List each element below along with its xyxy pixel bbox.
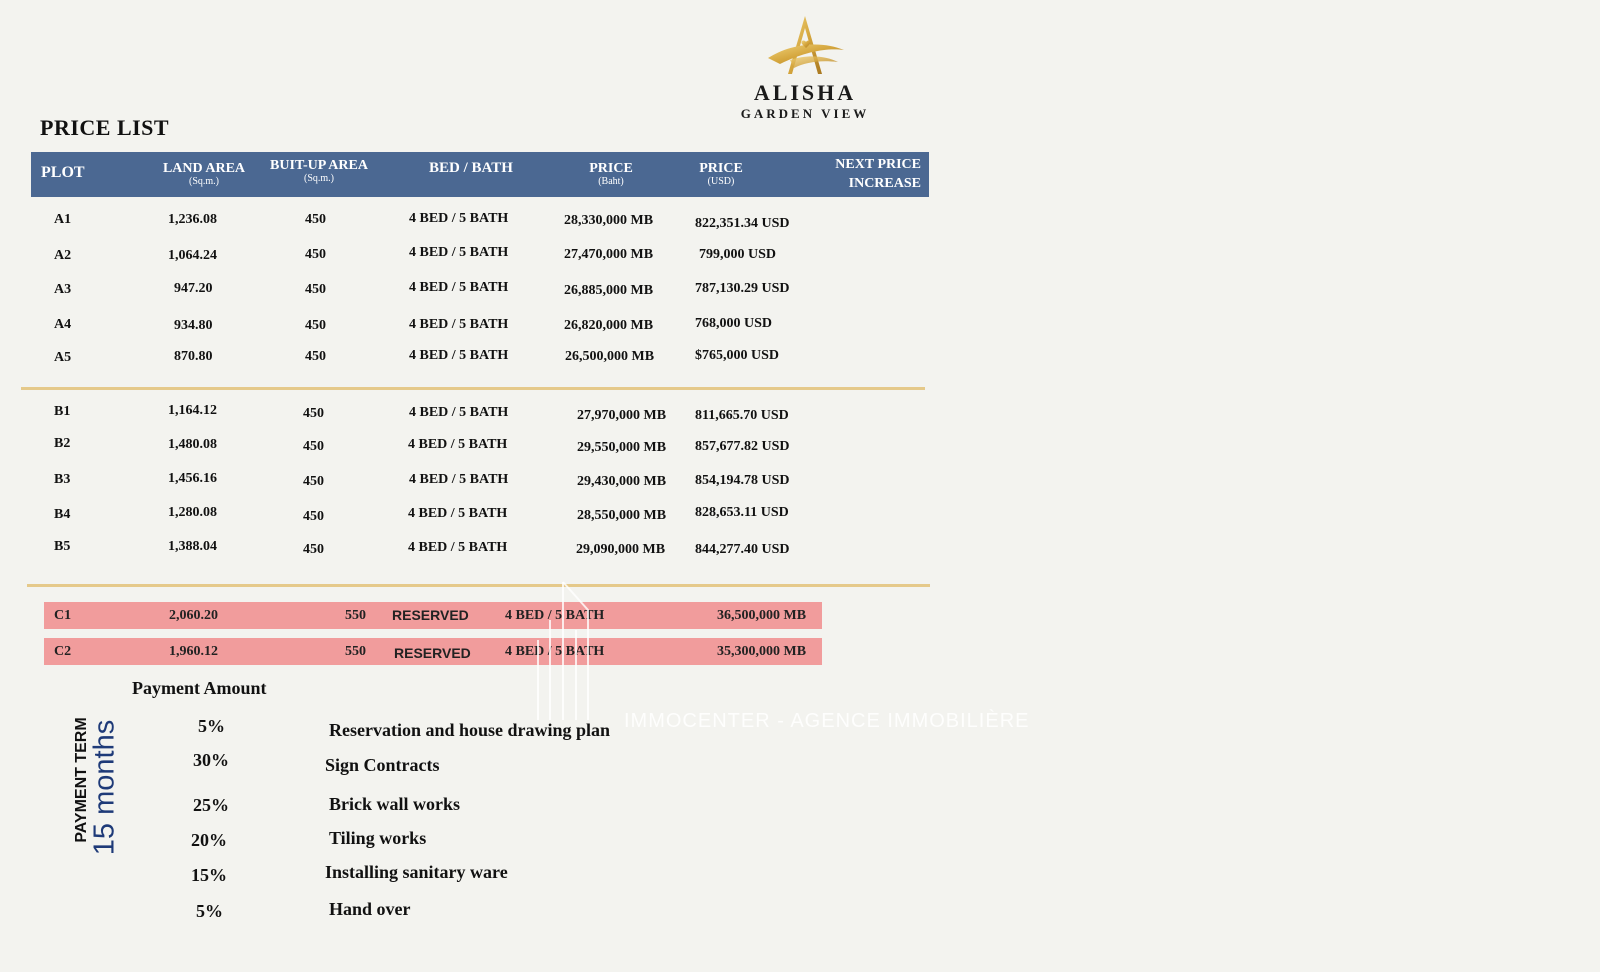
payment-description: Hand over	[329, 899, 411, 919]
cell-price-baht: 27,970,000 MB	[577, 408, 667, 423]
payment-description: Installing sanitary ware	[325, 862, 508, 882]
reserved-row	[44, 602, 822, 629]
payment-percent: 30%	[193, 750, 229, 770]
cell-plot: B3	[54, 472, 71, 487]
payment-description: Sign Contracts	[325, 755, 440, 775]
cell-land-area: 934.80	[174, 318, 213, 333]
cell-price-baht: 26,885,000 MB	[564, 283, 654, 298]
cell-price-baht: 26,500,000 MB	[565, 349, 655, 364]
col-price-usd: PRICE (USD)	[699, 161, 743, 187]
brand-logo	[730, 14, 880, 124]
cell-land-area: 1,480.08	[168, 437, 217, 452]
cell-price-usd: 811,665.70 USD	[695, 408, 789, 423]
brand-name: ALISHA	[753, 80, 857, 105]
cell-price-usd: 844,277.40 USD	[695, 542, 790, 557]
cell-built-up-area: 450	[305, 212, 326, 227]
cell-price-usd: 854,194.78 USD	[695, 473, 790, 488]
payment-description: Brick wall works	[329, 794, 461, 814]
cell-built-up-area: 450	[303, 474, 324, 489]
payment-term	[50, 710, 121, 856]
cell-price-usd: 768,000 USD	[695, 316, 773, 331]
payment-percent: 5%	[196, 901, 223, 921]
cell-land-area: 1,164.12	[168, 403, 217, 418]
col-price-baht: PRICE (Baht)	[589, 161, 633, 187]
cell-built-up-area: 550	[345, 608, 366, 623]
cell-price-baht: 28,550,000 MB	[577, 508, 667, 523]
cell-built-up-area: 450	[303, 406, 324, 421]
col-built-up-area: BUIT-UP AREA (Sq.m.)	[270, 158, 368, 184]
cell-plot: B2	[54, 436, 71, 451]
cell-price-baht: 35,300,000 MB	[717, 644, 807, 659]
cell-price-baht: 36,500,000 MB	[717, 608, 807, 623]
cell-plot: C1	[54, 608, 72, 623]
cell-plot: B4	[54, 507, 71, 522]
cell-land-area: 1,280.08	[168, 505, 217, 520]
cell-land-area: 947.20	[174, 281, 213, 296]
cell-bed-bath: 4 BED / 5 BATH	[409, 245, 509, 260]
cell-plot: A5	[54, 350, 72, 365]
col-next-price-increase: NEXT PRICE INCREASE	[835, 157, 921, 191]
cell-bed-bath: 4 BED / 5 BATH	[505, 608, 605, 623]
cell-built-up-area: 450	[305, 318, 326, 333]
group-separator	[21, 387, 925, 390]
cell-price-baht: 29,430,000 MB	[577, 474, 667, 489]
cell-bed-bath: 4 BED / 5 BATH	[408, 540, 508, 555]
brand-subtitle: GARDEN VIEW	[740, 106, 870, 121]
payment-description: Tiling works	[329, 828, 427, 848]
cell-plot: B1	[54, 404, 71, 419]
cell-plot: A2	[54, 248, 72, 263]
cell-plot: A3	[54, 282, 72, 297]
col-plot: PLOT	[41, 164, 85, 181]
cell-built-up-area: 450	[305, 247, 326, 262]
cell-price-usd: 857,677.82 USD	[695, 439, 790, 454]
cell-built-up-area: 450	[303, 509, 324, 524]
cell-price-usd: 787,130.29 USD	[695, 281, 790, 296]
cell-plot: B5	[54, 539, 71, 554]
cell-bed-bath: 4 BED / 5 BATH	[408, 437, 508, 452]
cell-bed-bath: 4 BED / 5 BATH	[409, 472, 509, 487]
cell-price-usd: $765,000 USD	[695, 348, 780, 363]
table-header	[31, 152, 929, 197]
page-title: PRICE LIST	[40, 115, 170, 140]
payment-percent: 15%	[191, 865, 227, 885]
cell-plot: C2	[54, 644, 72, 659]
cell-built-up-area: 450	[305, 282, 326, 297]
cell-price-baht: 29,550,000 MB	[577, 440, 667, 455]
cell-land-area: 2,060.20	[169, 608, 218, 623]
cell-price-usd: 799,000 USD	[699, 247, 777, 262]
col-bed-bath: BED / BATH	[429, 160, 513, 176]
cell-plot: A4	[54, 317, 72, 332]
group-separator	[27, 584, 930, 587]
payment-heading: Payment Amount	[132, 678, 267, 698]
cell-bed-bath: 4 BED / 5 BATH	[409, 211, 509, 226]
payment-percent: 20%	[191, 830, 227, 850]
cell-bed-bath: 4 BED / 5 BATH	[409, 317, 509, 332]
cell-price-baht: 26,820,000 MB	[564, 318, 654, 333]
cell-land-area: 1,388.04	[168, 539, 217, 554]
cell-bed-bath: 4 BED / 5 BATH	[505, 644, 605, 659]
cell-plot: A1	[54, 212, 72, 227]
cell-land-area: 1,456.16	[168, 471, 217, 486]
cell-bed-bath: 4 BED / 5 BATH	[409, 280, 509, 295]
cell-built-up-area: 450	[303, 542, 324, 557]
cell-land-area: 1,064.24	[168, 248, 217, 263]
cell-bed-bath: 4 BED / 5 BATH	[409, 405, 509, 420]
reserved-badge: RESERVED	[394, 645, 471, 661]
reserved-badge: RESERVED	[392, 607, 469, 623]
cell-built-up-area: 450	[305, 349, 326, 364]
cell-price-usd: 822,351.34 USD	[695, 216, 790, 231]
payment-percent: 5%	[198, 716, 225, 736]
payment-percent: 25%	[193, 795, 229, 815]
logo-emblem-icon	[760, 14, 850, 78]
cell-land-area: 1,236.08	[168, 212, 217, 227]
cell-built-up-area: 450	[303, 439, 324, 454]
payment-term-label: PAYMENT TERM	[73, 717, 90, 843]
watermark-text: IMMOCENTER - AGENCE IMMOBILIÈRE	[624, 710, 1030, 732]
payment-term-duration: 15 months	[88, 719, 121, 856]
payment-description: Reservation and house drawing plan	[329, 720, 611, 740]
cell-price-baht: 28,330,000 MB	[564, 213, 654, 228]
cell-built-up-area: 550	[345, 644, 366, 659]
reserved-row	[44, 638, 822, 665]
cell-price-baht: 29,090,000 MB	[576, 542, 666, 557]
cell-bed-bath: 4 BED / 5 BATH	[408, 506, 508, 521]
cell-bed-bath: 4 BED / 5 BATH	[409, 348, 509, 363]
cell-land-area: 1,960.12	[169, 644, 218, 659]
cell-price-baht: 27,470,000 MB	[564, 247, 654, 262]
col-land-area: LAND AREA (Sq.m.)	[162, 161, 246, 187]
cell-land-area: 870.80	[174, 349, 213, 364]
cell-price-usd: 828,653.11 USD	[695, 505, 789, 520]
